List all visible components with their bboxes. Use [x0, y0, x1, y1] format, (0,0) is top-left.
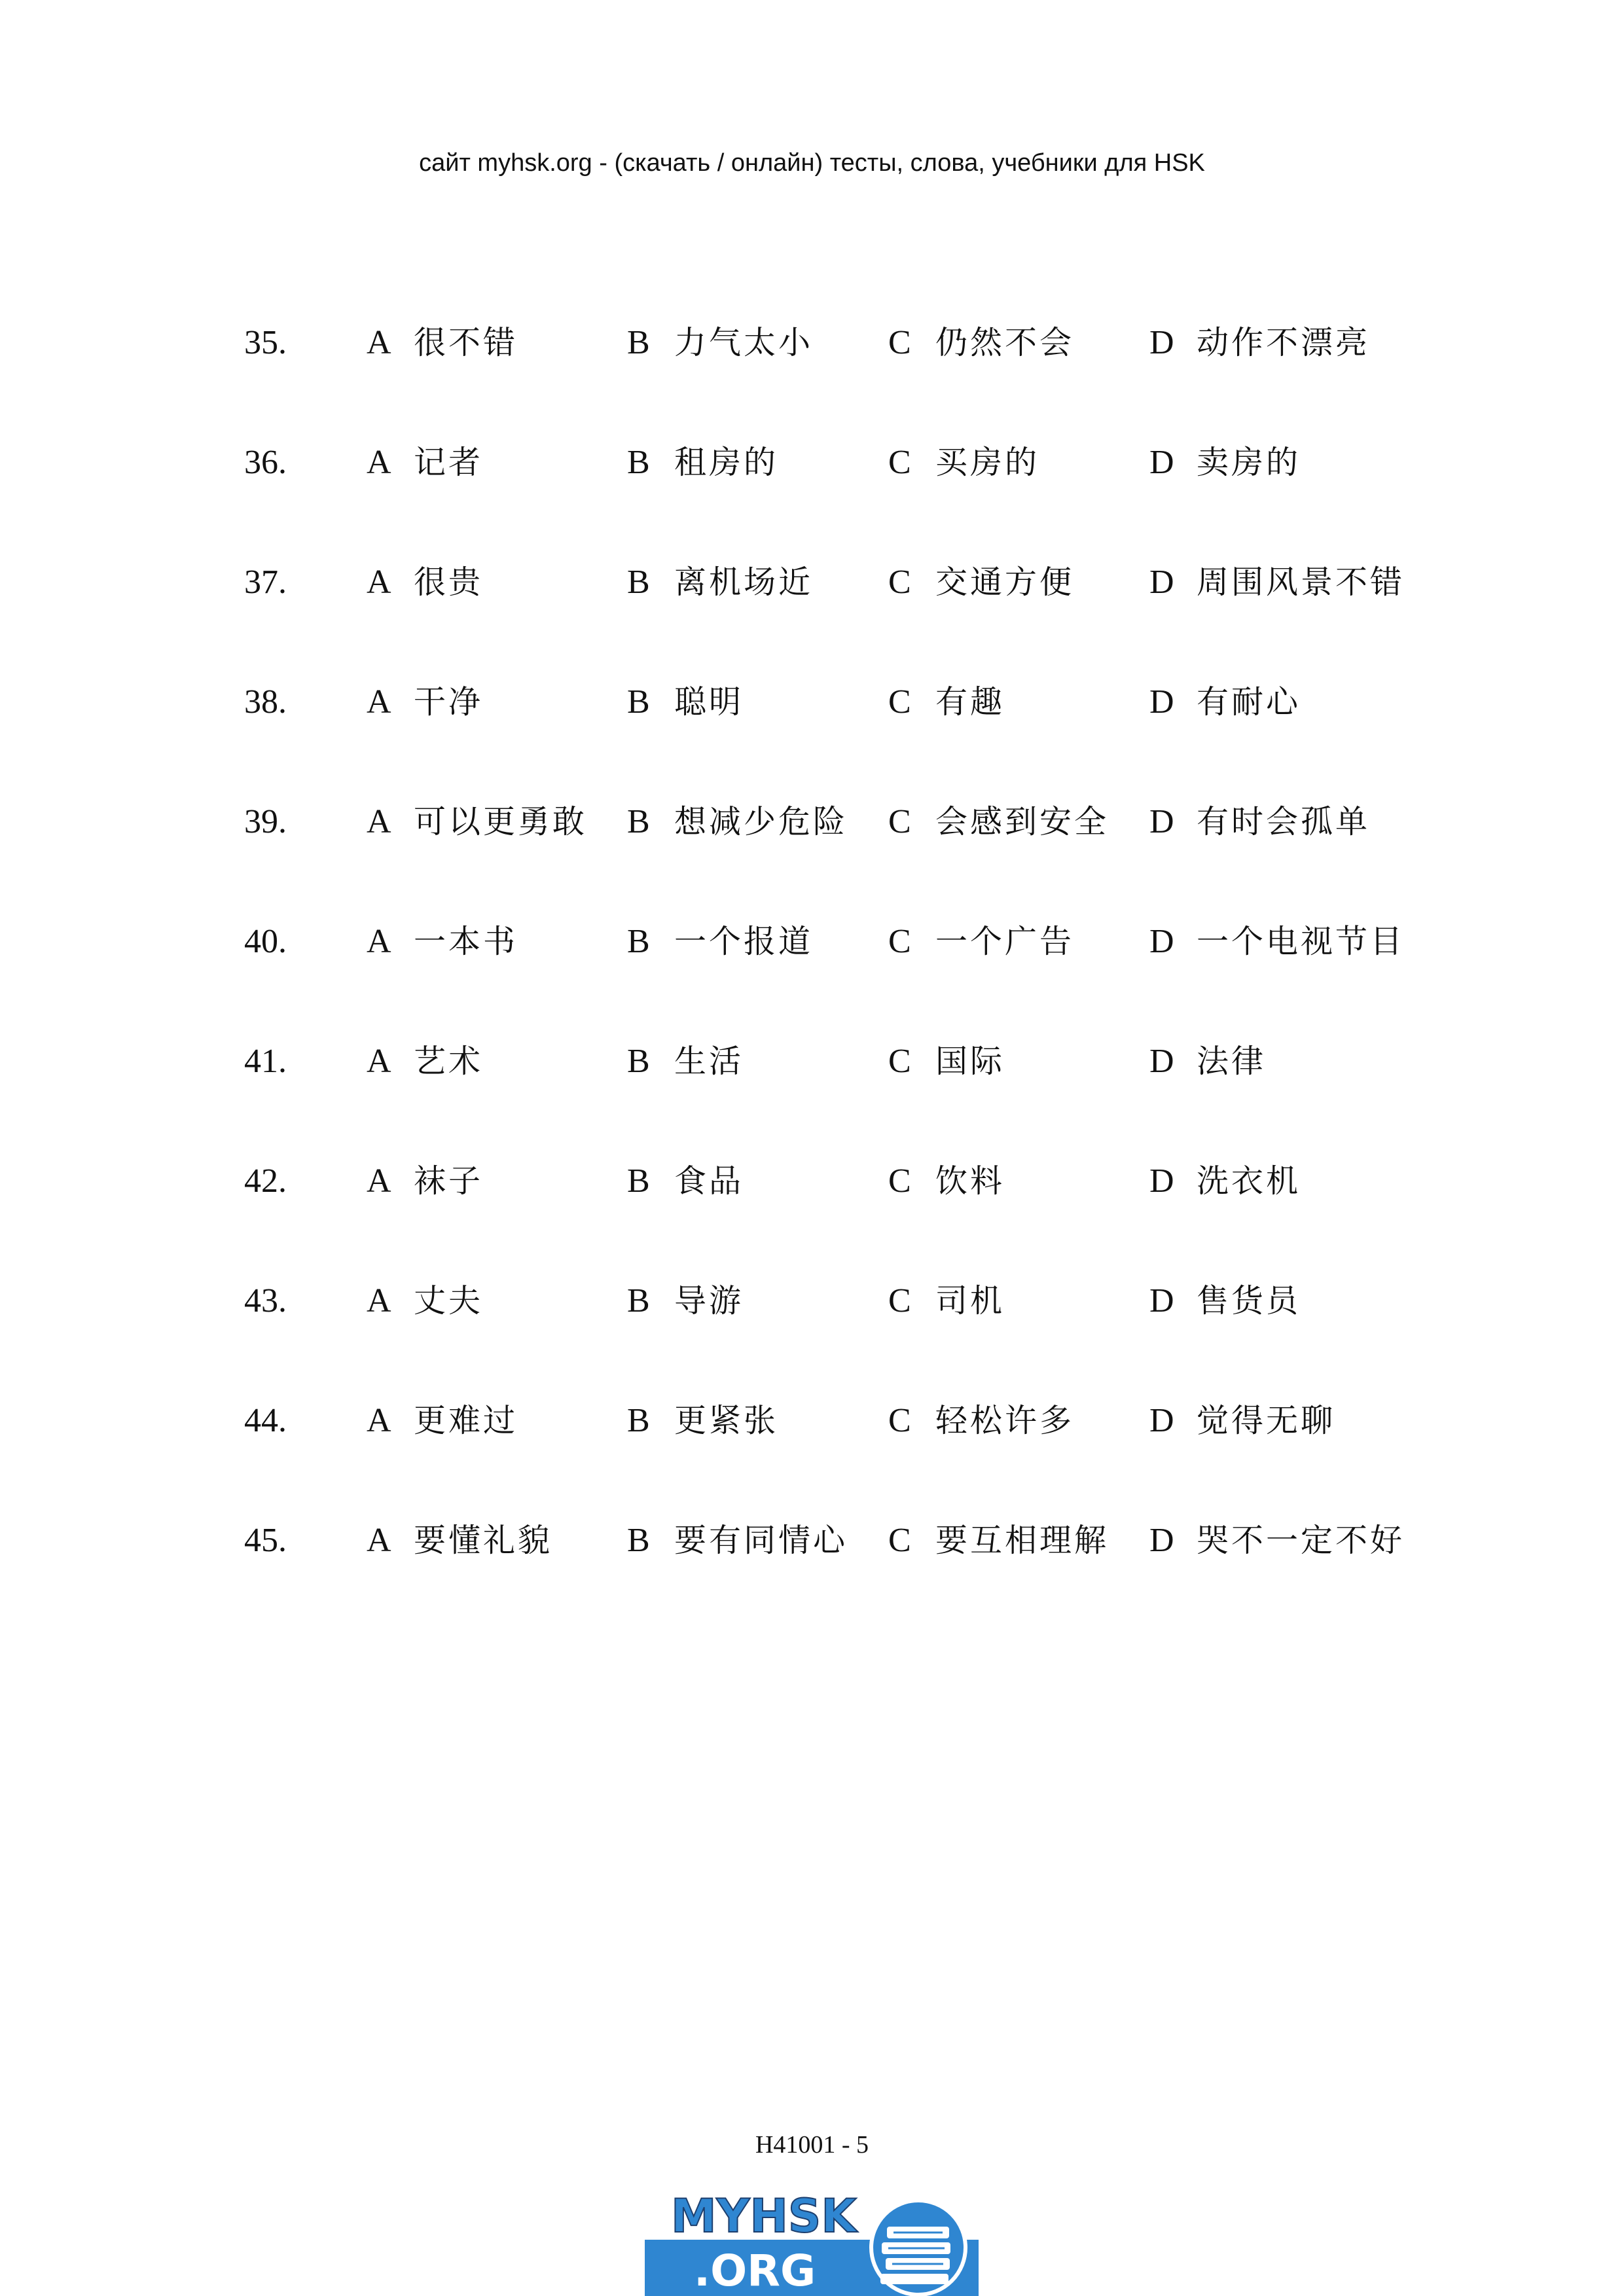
option-letter: D [1149, 1402, 1174, 1439]
answer-option[interactable] [888, 916, 1074, 975]
option-letter: C [888, 324, 911, 361]
answer-option[interactable] [367, 437, 483, 496]
option-letter: B [627, 923, 650, 960]
answer-option[interactable] [627, 1515, 848, 1574]
option-letter: B [627, 1522, 650, 1559]
question-row [0, 796, 1624, 848]
option-letter: B [627, 803, 650, 840]
answer-option[interactable] [367, 1275, 483, 1335]
option-text: 离机场近 [674, 564, 814, 601]
option-letter: D [1149, 683, 1174, 721]
option-letter: B [627, 564, 650, 601]
option-text: 袜子 [414, 1162, 484, 1200]
question-number: 43. [244, 1282, 287, 1319]
option-letter: A [367, 923, 391, 960]
answer-option[interactable] [888, 1035, 1005, 1095]
option-text: 卖房的 [1197, 444, 1301, 481]
answer-option[interactable] [888, 1155, 1005, 1215]
option-text: 司机 [935, 1282, 1005, 1319]
option-text: 一个广告 [935, 923, 1075, 960]
answer-option[interactable] [367, 1155, 483, 1215]
option-letter: A [367, 564, 391, 601]
answer-option[interactable] [888, 1515, 1109, 1574]
answer-option[interactable] [1149, 317, 1370, 376]
answer-option[interactable] [888, 676, 1005, 736]
option-letter: A [367, 1402, 391, 1439]
option-letter: D [1149, 923, 1174, 960]
answer-option[interactable] [367, 916, 518, 975]
answer-option[interactable] [1149, 556, 1405, 616]
option-text: 想减少危险 [674, 803, 848, 840]
option-letter: D [1149, 564, 1174, 601]
answer-option[interactable] [627, 916, 813, 975]
option-text: 国际 [935, 1043, 1005, 1080]
answer-option[interactable] [627, 796, 848, 855]
question-number: 40. [244, 923, 287, 960]
option-letter: B [627, 1402, 650, 1439]
option-letter: B [627, 683, 650, 721]
question-number: 37. [244, 564, 287, 601]
option-letter: A [367, 444, 391, 481]
option-text: 法律 [1197, 1043, 1267, 1080]
option-text: 很贵 [414, 564, 484, 601]
answer-option[interactable] [367, 1395, 518, 1454]
answer-option[interactable] [627, 1035, 744, 1095]
logo-text-org: .ORG [694, 2246, 816, 2296]
option-text: 更紧张 [674, 1402, 779, 1439]
option-letter: C [888, 1282, 911, 1319]
option-letter: C [888, 923, 911, 960]
option-letter: D [1149, 1043, 1174, 1080]
question-row [0, 1035, 1624, 1088]
answer-option[interactable] [367, 317, 518, 376]
question-number: 42. [244, 1162, 287, 1200]
option-text: 很不错 [414, 324, 518, 361]
option-text: 导游 [674, 1282, 744, 1319]
option-text: 干净 [414, 683, 484, 721]
answer-option[interactable] [367, 1035, 483, 1095]
option-text: 力气太小 [674, 324, 814, 361]
option-text: 聪明 [674, 683, 744, 721]
answer-option[interactable] [627, 437, 778, 496]
option-text: 食品 [674, 1162, 744, 1200]
question-row [0, 556, 1624, 609]
answer-option[interactable] [1149, 1515, 1405, 1574]
option-text: 饮料 [935, 1162, 1005, 1200]
answer-option[interactable] [627, 1395, 778, 1454]
question-number: 41. [244, 1043, 287, 1080]
site-header: сайт myhsk.org - (скачать / онлайн) тесты, слова, учебники для HSK [419, 149, 1205, 177]
answer-option[interactable] [1149, 1275, 1301, 1335]
answer-option[interactable] [888, 1275, 1005, 1335]
question-row [0, 317, 1624, 369]
books-icon [871, 2200, 965, 2295]
option-text: 要有同情心 [674, 1522, 848, 1559]
answer-option[interactable] [627, 317, 813, 376]
option-text: 丈夫 [414, 1282, 484, 1319]
question-row [0, 916, 1624, 968]
option-letter: D [1149, 1522, 1174, 1559]
option-text: 会感到安全 [935, 803, 1110, 840]
option-text: 生活 [674, 1043, 744, 1080]
question-number: 36. [244, 444, 287, 481]
option-text: 更难过 [414, 1402, 518, 1439]
answer-option[interactable] [1149, 1395, 1335, 1454]
option-letter: C [888, 564, 911, 601]
option-letter: C [888, 1402, 911, 1439]
answer-option[interactable] [367, 676, 483, 736]
question-number: 39. [244, 803, 287, 840]
option-text: 有时会孤单 [1197, 803, 1371, 840]
option-text: 要懂礼貌 [414, 1522, 553, 1559]
option-letter: A [367, 1282, 391, 1319]
question-number: 45. [244, 1522, 287, 1559]
question-number: 38. [244, 683, 287, 721]
answer-option[interactable] [627, 676, 744, 736]
option-letter: C [888, 444, 911, 481]
option-letter: B [627, 1043, 650, 1080]
answer-option[interactable] [1149, 1155, 1301, 1215]
option-text: 可以更勇敢 [414, 803, 588, 840]
question-row [0, 1395, 1624, 1447]
option-letter: D [1149, 1282, 1174, 1319]
option-letter: D [1149, 324, 1174, 361]
answer-option[interactable] [1149, 916, 1405, 975]
option-text: 周围风景不错 [1197, 564, 1405, 601]
option-text: 轻松许多 [935, 1402, 1075, 1439]
answer-option[interactable] [367, 796, 587, 855]
option-text: 一个电视节目 [1197, 923, 1405, 960]
option-letter: A [367, 1043, 391, 1080]
logo-text-myhsk: MYHSK [671, 2189, 857, 2243]
option-letter: B [627, 1282, 650, 1319]
answer-option[interactable] [367, 1515, 552, 1574]
option-letter: A [367, 324, 391, 361]
option-letter: C [888, 1043, 911, 1080]
option-text: 一本书 [414, 923, 518, 960]
option-text: 要互相理解 [935, 1522, 1110, 1559]
answer-option[interactable] [888, 556, 1074, 616]
option-letter: A [367, 1162, 391, 1200]
answer-option[interactable] [888, 317, 1074, 376]
answer-option[interactable] [888, 1395, 1074, 1454]
option-letter: C [888, 1162, 911, 1200]
option-letter: C [888, 683, 911, 721]
answer-option[interactable] [627, 1155, 744, 1215]
option-letter: C [888, 803, 911, 840]
option-letter: A [367, 683, 391, 721]
answer-option[interactable] [367, 556, 483, 616]
question-number: 35. [244, 324, 287, 361]
option-letter: C [888, 1522, 911, 1559]
option-text: 觉得无聊 [1197, 1402, 1336, 1439]
myhsk-logo[interactable] [645, 2187, 979, 2296]
question-row [0, 676, 1624, 728]
question-row [0, 437, 1624, 489]
option-text: 仍然不会 [935, 324, 1075, 361]
answer-option[interactable] [627, 1275, 744, 1335]
option-text: 租房的 [674, 444, 779, 481]
option-text: 记者 [414, 444, 484, 481]
option-text: 动作不漂亮 [1197, 324, 1371, 361]
option-text: 有趣 [935, 683, 1005, 721]
answer-option[interactable] [1149, 437, 1301, 496]
option-letter: B [627, 1162, 650, 1200]
option-letter: D [1149, 1162, 1174, 1200]
answer-option[interactable] [1149, 796, 1370, 855]
option-text: 一个报道 [674, 923, 814, 960]
option-letter: B [627, 444, 650, 481]
answer-option[interactable] [888, 796, 1109, 855]
option-text: 售货员 [1197, 1282, 1301, 1319]
answer-option[interactable] [627, 556, 813, 616]
option-text: 交通方便 [935, 564, 1075, 601]
question-row [0, 1515, 1624, 1567]
answer-option[interactable] [1149, 1035, 1266, 1095]
option-text: 艺术 [414, 1043, 484, 1080]
question-row [0, 1275, 1624, 1327]
question-number: 44. [244, 1402, 287, 1439]
question-row [0, 1155, 1624, 1208]
option-text: 买房的 [935, 444, 1040, 481]
option-text: 洗衣机 [1197, 1162, 1301, 1200]
option-letter: A [367, 1522, 391, 1559]
option-letter: A [367, 803, 391, 840]
option-letter: B [627, 324, 650, 361]
option-letter: D [1149, 803, 1174, 840]
answer-option[interactable] [1149, 676, 1301, 736]
option-text: 有耐心 [1197, 683, 1301, 721]
answer-option[interactable] [888, 437, 1039, 496]
option-letter: D [1149, 444, 1174, 481]
page-number: H41001 - 5 [755, 2131, 869, 2159]
option-text: 哭不一定不好 [1197, 1522, 1405, 1559]
